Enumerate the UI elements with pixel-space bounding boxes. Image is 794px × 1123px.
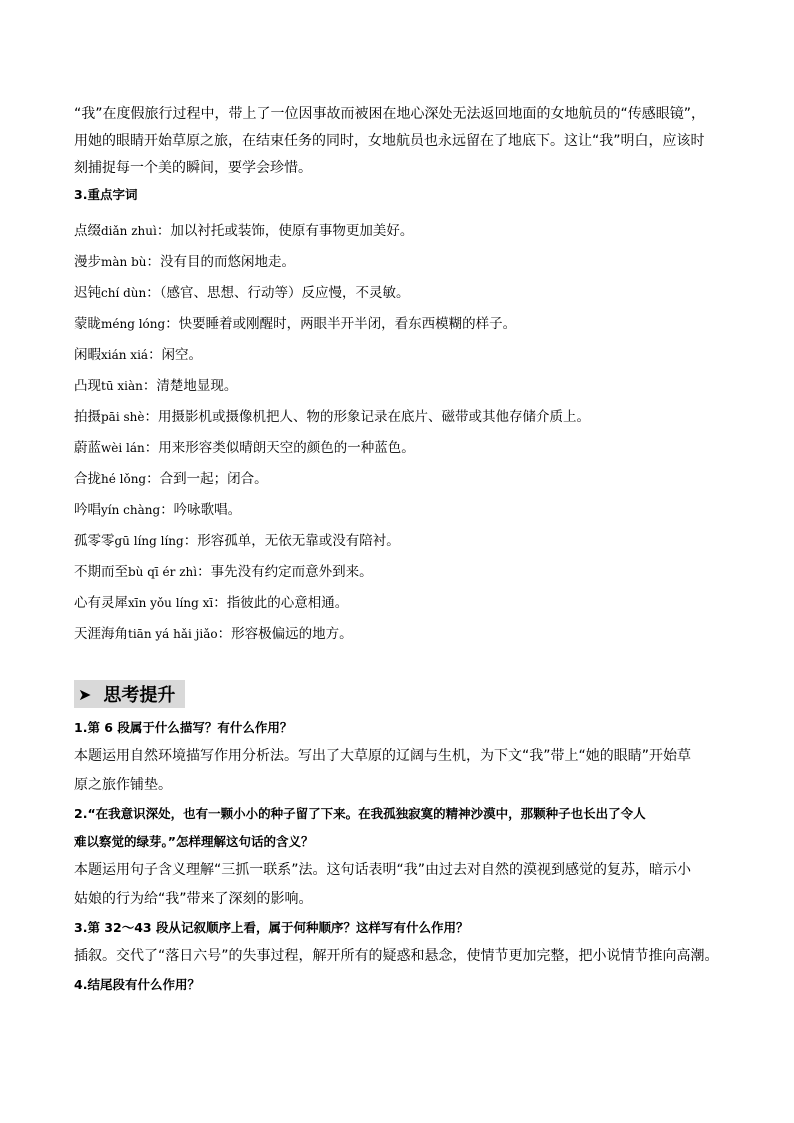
vocab-word: 合拢 (74, 471, 101, 487)
vocab-definition: ：用摄影机或摄像机把人、物的形象记录在底片、磁带或其他存储介质上。 (144, 409, 590, 425)
arrow-bullet-icon: ➤ (78, 684, 92, 704)
answer-2-line-1: 本题运用句子含义理解“三抓一联系”法。这句话表明“我”由过去对自然的漠视到感觉的复苏，暗示小 (74, 862, 692, 878)
vocab-item (74, 340, 724, 371)
vocab-item (74, 216, 724, 247)
vocab-item (74, 526, 724, 557)
vocab-word: 不期而至 (74, 564, 128, 580)
vocab-item (74, 619, 724, 650)
vocab-definition: ：没有目的而悠闲地走。 (146, 254, 295, 270)
qa-block (74, 714, 724, 999)
intro-line-2: 用她的眼睛开始草原之旅，在结束任务的同时，女地航员也永远留在了地底下。这让“我”明白，应该时 (74, 133, 705, 149)
vocab-definition: ：用来形容类似晴朗天空的颜色的一种蓝色。 (144, 440, 415, 456)
vocab-list (74, 216, 724, 650)
vocab-item (74, 402, 724, 433)
vocab-word: 凸现 (74, 378, 101, 394)
vocab-word: 漫步 (74, 254, 101, 270)
question-1: 1.第 6 段属于什么描写？有什么作用？ (74, 720, 293, 735)
question-2-line-1: 2.“在我意识深处，也有一颗小小的种子留了下来。在我孤独寂寞的精神沙漠中，那颗种子也长出了令人 (74, 806, 646, 821)
vocab-definition: ：指彼此的心意相通。 (213, 595, 349, 611)
vocab-word: 天涯海角 (74, 626, 128, 642)
vocab-word: 心有灵犀 (74, 595, 128, 611)
vocab-pinyin: xián xiá (101, 348, 149, 362)
section-header (74, 680, 724, 710)
vocab-word: 蔚蓝 (74, 440, 101, 456)
answer-1-line-2: 原之旅作铺垫。 (74, 777, 172, 793)
answer-1-line-1: 本题运用自然环境描写作用分析法。写出了大草原的辽阔与生机，为下文“我”带上“她的眼睛”开始草 (74, 748, 692, 764)
vocab-word: 点缀 (74, 223, 101, 239)
vocab-item (74, 309, 724, 340)
vocab-definition: ：加以衬托或装饰，使原有事物更加美好。 (156, 223, 414, 239)
vocab-item (74, 371, 724, 402)
answer-3: 插叙。交代了“落日六号”的失事过程，解开所有的疑惑和悬念，使情节更加完整，把小说情节推向高潮。 (74, 948, 719, 964)
vocab-word: 孤零零 (74, 533, 115, 549)
vocab-item (74, 278, 724, 309)
section-title-box (74, 680, 185, 708)
vocab-pinyin: gū líng líng (114, 534, 184, 548)
vocab-item (74, 557, 724, 588)
intro-line-3: 刻捕捉每一个美的瞬间，要学会珍惜。 (74, 160, 312, 176)
vocab-pinyin: wèi lán (101, 441, 145, 455)
vocab-definition: ：形容孤单，无依无靠或没有陪衬。 (183, 533, 400, 549)
vocab-pinyin: bù qī ér zhì (128, 565, 198, 579)
vocab-item (74, 247, 724, 278)
vocab-definition: ：事先没有约定而意外到来。 (197, 564, 373, 580)
vocab-definition: ：（感官、思想、行动等）反应慢，不灵敏。 (146, 285, 410, 301)
vocab-definition: ：形容极偏远的地方。 (217, 626, 353, 642)
vocab-definition: ：清楚地显现。 (142, 378, 238, 394)
question-3: 3.第 32～43 段从记叙顺序上看，属于何种顺序？这样写有什么作用？ (74, 920, 469, 935)
vocab-pinyin: tiān yá hǎi jiǎo (128, 627, 218, 641)
vocab-definition: ：闲空。 (148, 347, 203, 363)
vocab-item (74, 588, 724, 619)
vocab-definition: ：合到一起；闭合。 (146, 471, 268, 487)
vocab-pinyin: tū xiàn (101, 379, 143, 393)
vocab-pinyin: diǎn zhuì (101, 224, 157, 238)
vocab-word: 蒙眬 (74, 316, 101, 332)
vocab-item (74, 495, 724, 526)
vocab-word: 闲暇 (74, 347, 101, 363)
question-2-line-2: 难以察觉的绿芽。”怎样理解这句话的含义？ (74, 834, 314, 849)
vocab-word: 拍摄 (74, 409, 101, 425)
vocab-heading: 3.重点字词 (74, 187, 138, 202)
vocab-pinyin: pāi shè (101, 410, 145, 424)
answer-2-line-2: 姑娘的行为给“我”带来了深刻的影响。 (74, 891, 313, 907)
vocab-pinyin: hé lǒng (101, 472, 147, 486)
vocab-definition: ：吟咏歌唱。 (160, 502, 242, 518)
intro-line-1: “我”在度假旅行过程中，带上了一位因事故而被困在地心深处无法返回地面的女地航员的“传感眼镜”， (74, 106, 706, 122)
question-4: 4.结尾段有什么作用？ (74, 977, 200, 992)
vocab-item (74, 464, 724, 495)
vocab-pinyin: xīn yǒu líng xī (128, 596, 214, 610)
vocab-word: 迟钝 (74, 285, 101, 301)
section-title: 思考提升 (103, 685, 176, 706)
vocab-pinyin: yín chàng (101, 503, 161, 517)
vocab-definition: ：快要睡着或刚醒时，两眼半开半闭，看东西模糊的样子。 (165, 316, 517, 332)
vocab-word: 吟唱 (74, 502, 101, 518)
vocab-pinyin: chí dùn (101, 286, 147, 300)
vocab-item (74, 433, 724, 464)
intro-paragraph (74, 101, 724, 182)
vocab-pinyin: méng lóng (101, 317, 166, 331)
document-page (74, 101, 724, 999)
vocab-pinyin: màn bù (101, 255, 147, 269)
